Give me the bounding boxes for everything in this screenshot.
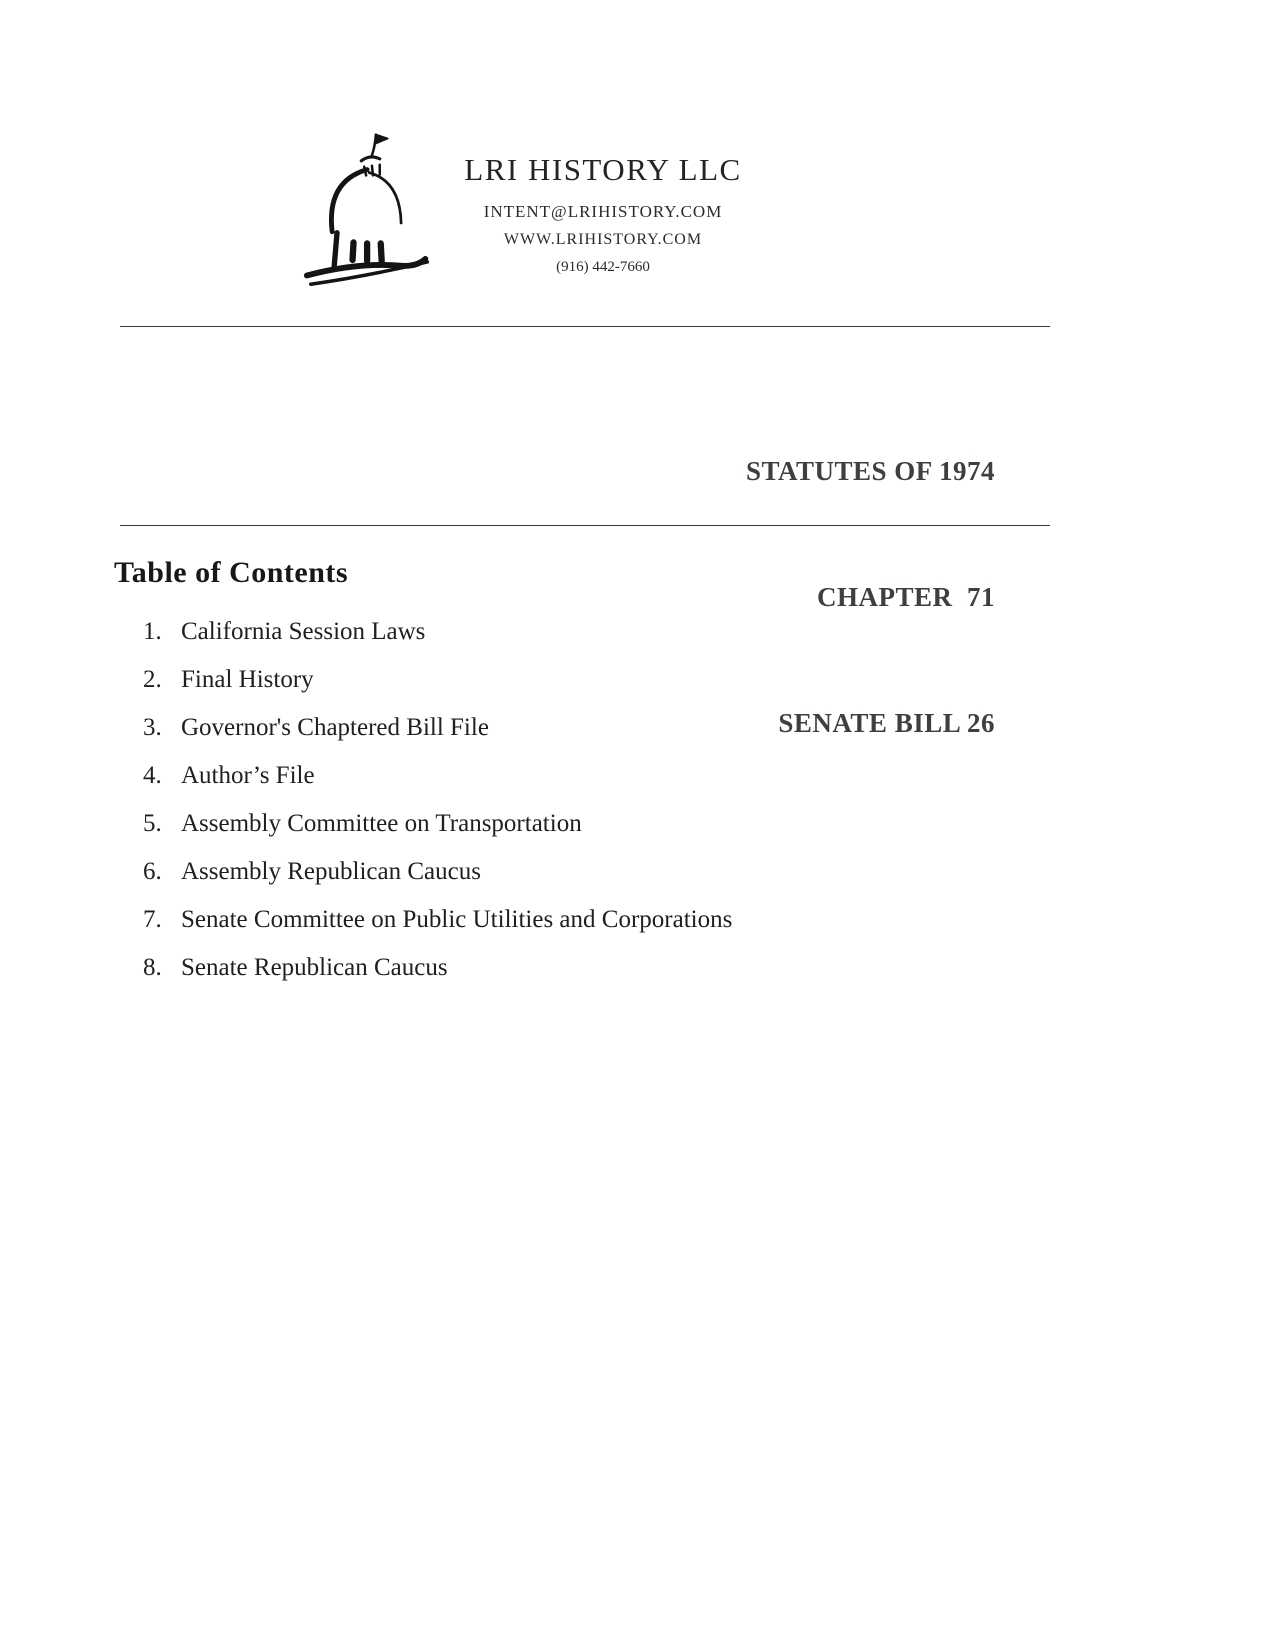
toc-heading: Table of Contents [114, 556, 349, 589]
toc-item [143, 666, 1043, 694]
toc-item-label: Assembly Republican Caucus [181, 858, 481, 885]
divider-top [120, 326, 1050, 327]
toc-item-label: Assembly Committee on Transportation [181, 810, 582, 837]
toc-item-label: Final History [181, 666, 314, 693]
toc-list [143, 618, 1043, 1002]
toc-item-number: 3. [143, 714, 162, 741]
toc-item-label: Senate Committee on Public Utilities and Corporations [181, 906, 733, 933]
toc-item-number: 6. [143, 858, 162, 885]
statutes-line-2: CHAPTER 71 [816, 582, 995, 612]
toc-item [143, 618, 1043, 646]
capitol-dome-logo [292, 122, 450, 292]
toc-item [143, 858, 1043, 886]
company-name: LRI HISTORY LLC [464, 152, 742, 187]
toc-item-number: 5. [143, 810, 162, 837]
toc-item-label: Governor's Chaptered Bill File [181, 714, 489, 741]
divider-bottom [120, 525, 1050, 526]
toc-item [143, 762, 1043, 790]
toc-item [143, 906, 1043, 934]
toc-item-number: 2. [143, 666, 162, 693]
toc-item-label: Senate Republican Caucus [181, 954, 448, 981]
company-phone: (916) 442-7660 [556, 259, 650, 275]
toc-item-label: Author’s File [181, 762, 315, 789]
company-website: WWW.LRIHISTORY.COM [503, 231, 703, 248]
company-email: INTENT@LRIHISTORY.COM [483, 202, 723, 221]
toc-item [143, 714, 1043, 742]
toc-item-number: 7. [143, 906, 162, 933]
toc-item-label: California Session Laws [181, 618, 426, 645]
statutes-line-3: SENATE BILL 26 [778, 708, 995, 738]
toc-item [143, 810, 1043, 838]
toc-item-number: 8. [143, 954, 162, 981]
toc-item-number: 1. [143, 618, 162, 645]
company-header [438, 152, 768, 276]
toc-item [143, 954, 1043, 982]
statutes-line-1: STATUTES OF 1974 [745, 456, 995, 486]
toc-item-number: 4. [143, 762, 162, 789]
